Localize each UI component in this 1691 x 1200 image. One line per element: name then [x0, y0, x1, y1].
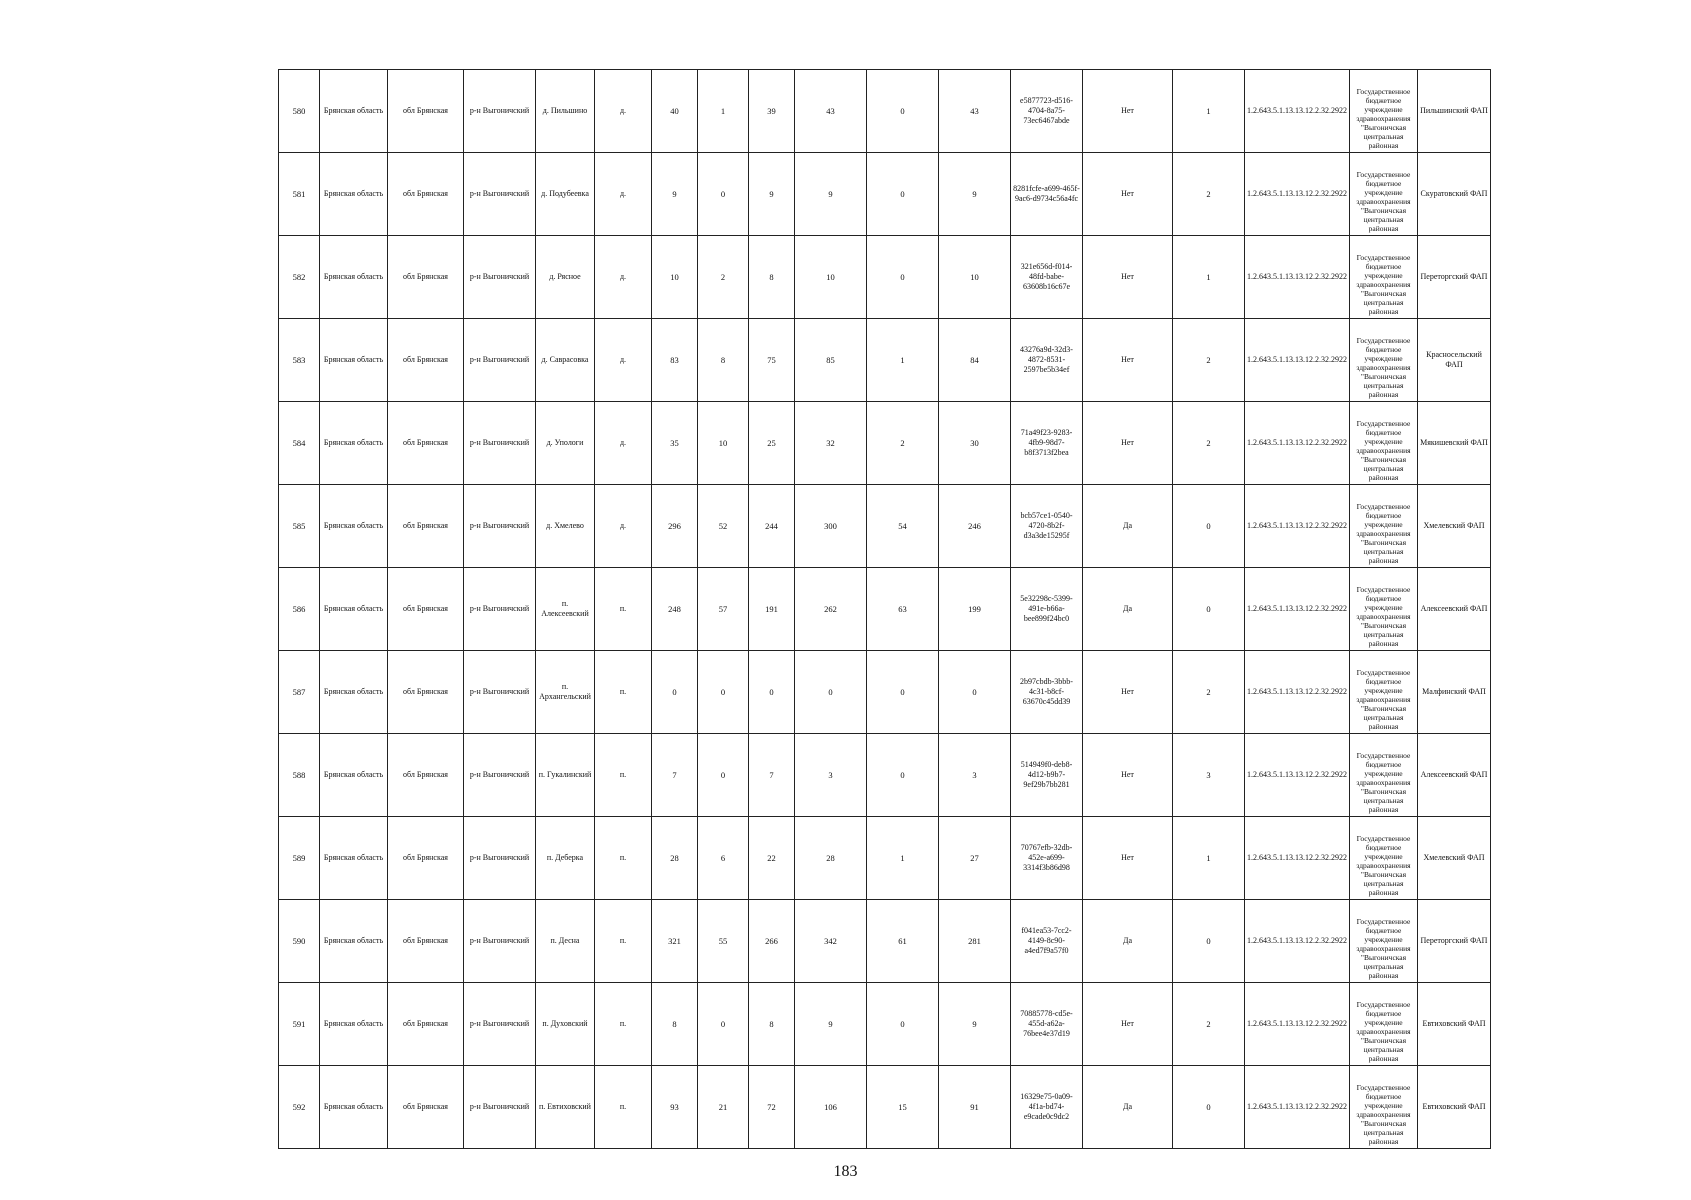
- cell-oid: 1.2.643.5.1.13.13.12.2.32.2922: [1245, 1066, 1350, 1149]
- cell-has-attach: Нет: [1083, 734, 1173, 817]
- cell-total-2021: 32: [795, 402, 867, 485]
- cell-children: 57: [698, 568, 749, 651]
- cell-oid: 1.2.643.5.1.13.13.12.2.32.2922: [1245, 236, 1350, 319]
- cell-region: Брянская область: [320, 485, 388, 568]
- cell-children: 52: [698, 485, 749, 568]
- cell-oid: 1.2.643.5.1.13.13.12.2.32.2922: [1245, 485, 1350, 568]
- cell-type: п.: [595, 734, 652, 817]
- cell-adults: 75: [749, 319, 795, 402]
- cell-organization: Государственное бюджетное учреждение здравоохранения "Выгоничская центральная районная: [1350, 319, 1418, 402]
- cell-fias-guid: e5877723-d516-4704-8a75-73ec6467abde: [1011, 70, 1083, 153]
- cell-children: 55: [698, 900, 749, 983]
- cell-organization: Государственное бюджетное учреждение здравоохранения "Выгоничская центральная районная: [1350, 900, 1418, 983]
- table-row: [279, 153, 1491, 236]
- cell-row-no: 582: [279, 236, 320, 319]
- cell-region: Брянская область: [320, 319, 388, 402]
- cell-type: д.: [595, 153, 652, 236]
- cell-total-2021: 9: [795, 153, 867, 236]
- cell-has-attach: Нет: [1083, 983, 1173, 1066]
- table-row: [279, 402, 1491, 485]
- table-row: [279, 734, 1491, 817]
- cell-oid: 1.2.643.5.1.13.13.12.2.32.2922: [1245, 568, 1350, 651]
- cell-has-attach: Нет: [1083, 236, 1173, 319]
- cell-has-attach: Нет: [1083, 319, 1173, 402]
- cell-attach-code: 2: [1173, 153, 1245, 236]
- cell-total-2021: 28: [795, 817, 867, 900]
- cell-attach-code: 1: [1173, 70, 1245, 153]
- cell-organization: Государственное бюджетное учреждение здравоохранения "Выгоничская центральная районная: [1350, 153, 1418, 236]
- cell-total-2021: 3: [795, 734, 867, 817]
- cell-district: р-н Выгоничский: [464, 485, 536, 568]
- cell-settlement: д. Хмелево: [536, 485, 595, 568]
- cell-region: Брянская область: [320, 734, 388, 817]
- cell-row-no: 587: [279, 651, 320, 734]
- cell-oid: 1.2.643.5.1.13.13.12.2.32.2922: [1245, 900, 1350, 983]
- cell-attach-code: 1: [1173, 817, 1245, 900]
- cell-fap: Хмелевский ФАП: [1418, 817, 1491, 900]
- cell-adults-2021: 3: [939, 734, 1011, 817]
- cell-children: 0: [698, 651, 749, 734]
- cell-fias-guid: 71a49f23-9283-4fb9-98d7-b8f3713f2bea: [1011, 402, 1083, 485]
- cell-organization: Государственное бюджетное учреждение здравоохранения "Выгоничская центральная районная: [1350, 485, 1418, 568]
- cell-settlement: д. Саврасовка: [536, 319, 595, 402]
- cell-children-2021: 2: [867, 402, 939, 485]
- cell-attach-code: 2: [1173, 319, 1245, 402]
- cell-adults: 25: [749, 402, 795, 485]
- cell-row-no: 591: [279, 983, 320, 1066]
- cell-fias-guid: 2b97cbdb-3bbb-4c31-b8cf-63670c45dd39: [1011, 651, 1083, 734]
- cell-region: Брянская область: [320, 236, 388, 319]
- cell-total-2019: 9: [652, 153, 698, 236]
- cell-fap: Евтиховский ФАП: [1418, 983, 1491, 1066]
- cell-attach-code: 2: [1173, 402, 1245, 485]
- table-row: [279, 651, 1491, 734]
- cell-region-short: обл Брянская: [388, 402, 464, 485]
- cell-region: Брянская область: [320, 817, 388, 900]
- cell-district: р-н Выгоничский: [464, 568, 536, 651]
- cell-adults: 72: [749, 1066, 795, 1149]
- cell-has-attach: Да: [1083, 568, 1173, 651]
- cell-children-2021: 0: [867, 983, 939, 1066]
- cell-oid: 1.2.643.5.1.13.13.12.2.32.2922: [1245, 817, 1350, 900]
- cell-settlement: п. Деберка: [536, 817, 595, 900]
- cell-settlement: п. Алексеевский: [536, 568, 595, 651]
- cell-fias-guid: 70767efb-32db-452e-a699-3314f3b86d98: [1011, 817, 1083, 900]
- cell-adults: 0: [749, 651, 795, 734]
- cell-total-2019: 296: [652, 485, 698, 568]
- cell-oid: 1.2.643.5.1.13.13.12.2.32.2922: [1245, 153, 1350, 236]
- cell-adults-2021: 246: [939, 485, 1011, 568]
- cell-total-2019: 93: [652, 1066, 698, 1149]
- cell-children-2021: 54: [867, 485, 939, 568]
- cell-total-2019: 8: [652, 983, 698, 1066]
- cell-row-no: 584: [279, 402, 320, 485]
- cell-attach-code: 0: [1173, 485, 1245, 568]
- cell-region-short: обл Брянская: [388, 70, 464, 153]
- cell-attach-code: 2: [1173, 651, 1245, 734]
- cell-children-2021: 63: [867, 568, 939, 651]
- cell-district: р-н Выгоничский: [464, 983, 536, 1066]
- cell-type: д.: [595, 319, 652, 402]
- cell-total-2021: 0: [795, 651, 867, 734]
- cell-oid: 1.2.643.5.1.13.13.12.2.32.2922: [1245, 983, 1350, 1066]
- cell-has-attach: Нет: [1083, 402, 1173, 485]
- cell-region-short: обл Брянская: [388, 900, 464, 983]
- cell-region: Брянская область: [320, 153, 388, 236]
- cell-oid: 1.2.643.5.1.13.13.12.2.32.2922: [1245, 70, 1350, 153]
- cell-total-2021: 300: [795, 485, 867, 568]
- cell-children: 0: [698, 734, 749, 817]
- cell-row-no: 592: [279, 1066, 320, 1149]
- cell-adults: 39: [749, 70, 795, 153]
- cell-children: 0: [698, 983, 749, 1066]
- cell-district: р-н Выгоничский: [464, 402, 536, 485]
- cell-oid: 1.2.643.5.1.13.13.12.2.32.2922: [1245, 734, 1350, 817]
- cell-adults-2021: 199: [939, 568, 1011, 651]
- cell-adults: 9: [749, 153, 795, 236]
- cell-region-short: обл Брянская: [388, 568, 464, 651]
- cell-fias-guid: 70885778-cd5e-455d-a62a-76bee4e37d19: [1011, 983, 1083, 1066]
- cell-district: р-н Выгоничский: [464, 70, 536, 153]
- cell-children-2021: 1: [867, 817, 939, 900]
- cell-organization: Государственное бюджетное учреждение здравоохранения "Выгоничская центральная районная: [1350, 236, 1418, 319]
- cell-children-2021: 61: [867, 900, 939, 983]
- cell-settlement: п. Архангельский: [536, 651, 595, 734]
- cell-organization: Государственное бюджетное учреждение здравоохранения "Выгоничская центральная районная: [1350, 568, 1418, 651]
- page-number: 183: [833, 1163, 858, 1180]
- cell-total-2019: 83: [652, 319, 698, 402]
- cell-oid: 1.2.643.5.1.13.13.12.2.32.2922: [1245, 651, 1350, 734]
- cell-children-2021: 0: [867, 153, 939, 236]
- cell-region-short: обл Брянская: [388, 485, 464, 568]
- cell-children: 1: [698, 70, 749, 153]
- cell-type: д.: [595, 70, 652, 153]
- cell-row-no: 589: [279, 817, 320, 900]
- cell-total-2021: 85: [795, 319, 867, 402]
- cell-total-2019: 248: [652, 568, 698, 651]
- cell-adults-2021: 9: [939, 153, 1011, 236]
- cell-region: Брянская область: [320, 1066, 388, 1149]
- cell-children: 2: [698, 236, 749, 319]
- cell-attach-code: 3: [1173, 734, 1245, 817]
- table-row: [279, 319, 1491, 402]
- cell-total-2019: 10: [652, 236, 698, 319]
- cell-organization: Государственное бюджетное учреждение здравоохранения "Выгоничская центральная районная: [1350, 651, 1418, 734]
- cell-total-2021: 262: [795, 568, 867, 651]
- cell-region-short: обл Брянская: [388, 1066, 464, 1149]
- cell-fap: Малфинский ФАП: [1418, 651, 1491, 734]
- cell-adults-2021: 43: [939, 70, 1011, 153]
- cell-adults: 8: [749, 236, 795, 319]
- table-row: [279, 900, 1491, 983]
- cell-fap: Алексеевский ФАП: [1418, 734, 1491, 817]
- cell-region-short: обл Брянская: [388, 817, 464, 900]
- cell-adults-2021: 0: [939, 651, 1011, 734]
- cell-district: р-н Выгоничский: [464, 319, 536, 402]
- cell-total-2021: 10: [795, 236, 867, 319]
- cell-row-no: 583: [279, 319, 320, 402]
- cell-children-2021: 0: [867, 734, 939, 817]
- cell-region: Брянская область: [320, 900, 388, 983]
- cell-adults: 8: [749, 983, 795, 1066]
- cell-children-2021: 0: [867, 651, 939, 734]
- cell-region: Брянская область: [320, 402, 388, 485]
- cell-district: р-н Выгоничский: [464, 900, 536, 983]
- cell-type: д.: [595, 402, 652, 485]
- cell-fap: Алексеевский ФАП: [1418, 568, 1491, 651]
- cell-type: п.: [595, 568, 652, 651]
- table-row: [279, 236, 1491, 319]
- cell-adults: 266: [749, 900, 795, 983]
- cell-total-2019: 0: [652, 651, 698, 734]
- cell-district: р-н Выгоничский: [464, 734, 536, 817]
- cell-total-2019: 35: [652, 402, 698, 485]
- cell-organization: Государственное бюджетное учреждение здравоохранения "Выгоничская центральная районная: [1350, 402, 1418, 485]
- cell-children-2021: 15: [867, 1066, 939, 1149]
- cell-region-short: обл Брянская: [388, 153, 464, 236]
- cell-row-no: 586: [279, 568, 320, 651]
- cell-fias-guid: 5e32298c-5399-491e-b66a-bee899f24bc0: [1011, 568, 1083, 651]
- cell-fap: Мякишевский ФАП: [1418, 402, 1491, 485]
- cell-fias-guid: 514949f0-deb8-4d12-b9b7-9ef29b7bb281: [1011, 734, 1083, 817]
- settlements-table: [278, 69, 1491, 1149]
- cell-total-2019: 28: [652, 817, 698, 900]
- table-row: [279, 817, 1491, 900]
- cell-children: 10: [698, 402, 749, 485]
- table-body: [279, 70, 1491, 1149]
- cell-has-attach: Да: [1083, 1066, 1173, 1149]
- table-row: [279, 485, 1491, 568]
- cell-adults-2021: 281: [939, 900, 1011, 983]
- cell-children: 21: [698, 1066, 749, 1149]
- cell-total-2019: 40: [652, 70, 698, 153]
- cell-children: 6: [698, 817, 749, 900]
- cell-attach-code: 2: [1173, 983, 1245, 1066]
- cell-type: д.: [595, 236, 652, 319]
- cell-settlement: д. Подубеевка: [536, 153, 595, 236]
- cell-region-short: обл Брянская: [388, 319, 464, 402]
- cell-region: Брянская область: [320, 651, 388, 734]
- cell-adults-2021: 9: [939, 983, 1011, 1066]
- cell-has-attach: Нет: [1083, 153, 1173, 236]
- cell-fap: Скуратовский ФАП: [1418, 153, 1491, 236]
- cell-total-2021: 342: [795, 900, 867, 983]
- table-row: [279, 568, 1491, 651]
- cell-total-2021: 9: [795, 983, 867, 1066]
- cell-region-short: обл Брянская: [388, 734, 464, 817]
- cell-fias-guid: 321e656d-f014-48fd-babe-63608b16c67e: [1011, 236, 1083, 319]
- cell-organization: Государственное бюджетное учреждение здравоохранения "Выгоничская центральная районная: [1350, 1066, 1418, 1149]
- cell-adults-2021: 91: [939, 1066, 1011, 1149]
- cell-region: Брянская область: [320, 568, 388, 651]
- cell-region-short: обл Брянская: [388, 651, 464, 734]
- cell-district: р-н Выгоничский: [464, 236, 536, 319]
- cell-children-2021: 0: [867, 70, 939, 153]
- cell-type: п.: [595, 900, 652, 983]
- cell-fap: Красносельский ФАП: [1418, 319, 1491, 402]
- cell-adults: 244: [749, 485, 795, 568]
- cell-children: 0: [698, 153, 749, 236]
- cell-region-short: обл Брянская: [388, 983, 464, 1066]
- cell-type: п.: [595, 817, 652, 900]
- cell-region: Брянская область: [320, 70, 388, 153]
- cell-settlement: п. Гукалинский: [536, 734, 595, 817]
- cell-settlement: д. Упологи: [536, 402, 595, 485]
- cell-region-short: обл Брянская: [388, 236, 464, 319]
- cell-district: р-н Выгоничский: [464, 817, 536, 900]
- cell-row-no: 585: [279, 485, 320, 568]
- cell-fias-guid: f041ea53-7cc2-4149-8c90-a4ed7f9a57f0: [1011, 900, 1083, 983]
- cell-oid: 1.2.643.5.1.13.13.12.2.32.2922: [1245, 402, 1350, 485]
- cell-fias-guid: 8281fcfe-a699-465f-9ac6-d9734c56a4fc: [1011, 153, 1083, 236]
- cell-settlement: п. Десна: [536, 900, 595, 983]
- cell-row-no: 588: [279, 734, 320, 817]
- cell-type: п.: [595, 983, 652, 1066]
- cell-organization: Государственное бюджетное учреждение здравоохранения "Выгоничская центральная районная: [1350, 734, 1418, 817]
- cell-settlement: д. Рясное: [536, 236, 595, 319]
- cell-adults-2021: 27: [939, 817, 1011, 900]
- cell-district: р-н Выгоничский: [464, 651, 536, 734]
- cell-settlement: п. Евтиховский: [536, 1066, 595, 1149]
- cell-district: р-н Выгоничский: [464, 153, 536, 236]
- cell-attach-code: 1: [1173, 236, 1245, 319]
- cell-settlement: д. Пильшино: [536, 70, 595, 153]
- cell-adults: 22: [749, 817, 795, 900]
- table-row: [279, 70, 1491, 153]
- cell-adults-2021: 84: [939, 319, 1011, 402]
- cell-row-no: 580: [279, 70, 320, 153]
- cell-children-2021: 0: [867, 236, 939, 319]
- table-row: [279, 983, 1491, 1066]
- cell-adults-2021: 10: [939, 236, 1011, 319]
- cell-organization: Государственное бюджетное учреждение здравоохранения "Выгоничская центральная районная: [1350, 70, 1418, 153]
- cell-fias-guid: 16329e75-0a09-4f1a-bd74-e9cade0c9dc2: [1011, 1066, 1083, 1149]
- cell-adults: 7: [749, 734, 795, 817]
- cell-fias-guid: bcb57ce1-0540-4720-8b2f-d3a3de15295f: [1011, 485, 1083, 568]
- cell-fap: Переторгский ФАП: [1418, 236, 1491, 319]
- cell-adults: 191: [749, 568, 795, 651]
- cell-settlement: п. Духовский: [536, 983, 595, 1066]
- cell-has-attach: Нет: [1083, 817, 1173, 900]
- cell-has-attach: Нет: [1083, 70, 1173, 153]
- cell-district: р-н Выгоничский: [464, 1066, 536, 1149]
- cell-attach-code: 0: [1173, 1066, 1245, 1149]
- cell-total-2021: 106: [795, 1066, 867, 1149]
- cell-fap: Евтиховский ФАП: [1418, 1066, 1491, 1149]
- cell-adults-2021: 30: [939, 402, 1011, 485]
- cell-total-2019: 321: [652, 900, 698, 983]
- cell-type: п.: [595, 1066, 652, 1149]
- cell-row-no: 590: [279, 900, 320, 983]
- cell-has-attach: Нет: [1083, 651, 1173, 734]
- cell-region: Брянская область: [320, 983, 388, 1066]
- cell-children-2021: 1: [867, 319, 939, 402]
- cell-fias-guid: 43276a9d-32d3-4872-8531-2597be5b34ef: [1011, 319, 1083, 402]
- cell-has-attach: Да: [1083, 485, 1173, 568]
- cell-type: п.: [595, 651, 652, 734]
- cell-fap: Переторгский ФАП: [1418, 900, 1491, 983]
- cell-row-no: 581: [279, 153, 320, 236]
- table-row: [279, 1066, 1491, 1149]
- cell-fap: Хмелевский ФАП: [1418, 485, 1491, 568]
- cell-fap: Пильшинский ФАП: [1418, 70, 1491, 153]
- cell-type: д.: [595, 485, 652, 568]
- cell-oid: 1.2.643.5.1.13.13.12.2.32.2922: [1245, 319, 1350, 402]
- cell-total-2021: 43: [795, 70, 867, 153]
- cell-has-attach: Да: [1083, 900, 1173, 983]
- cell-children: 8: [698, 319, 749, 402]
- cell-attach-code: 0: [1173, 900, 1245, 983]
- cell-attach-code: 0: [1173, 568, 1245, 651]
- cell-total-2019: 7: [652, 734, 698, 817]
- cell-organization: Государственное бюджетное учреждение здравоохранения "Выгоничская центральная районная: [1350, 983, 1418, 1066]
- cell-organization: Государственное бюджетное учреждение здравоохранения "Выгоничская центральная районная: [1350, 817, 1418, 900]
